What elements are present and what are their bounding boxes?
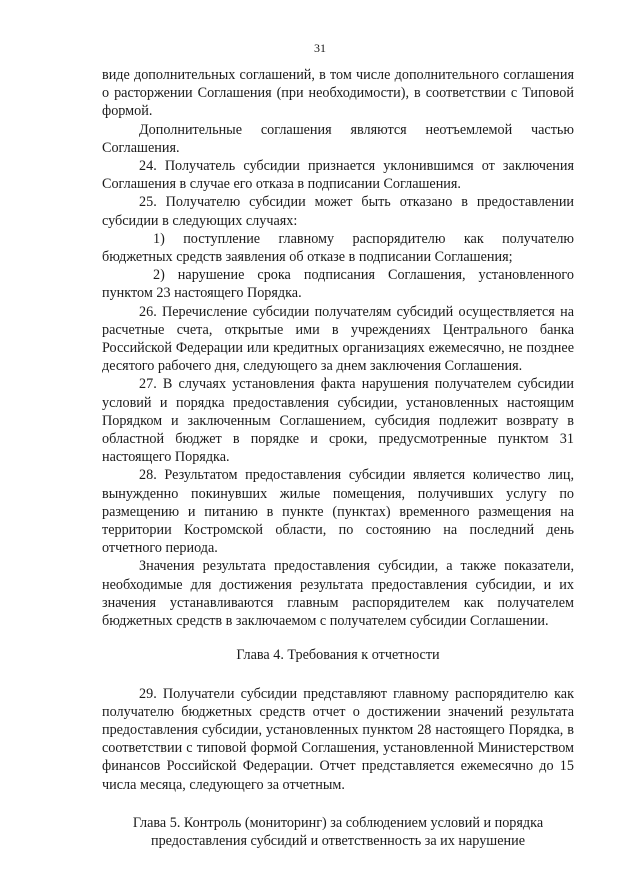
chapter-4-heading: Глава 4. Требования к отчетности xyxy=(236,647,440,664)
paragraph-25-item-2: 2) нарушение срока подписания Соглашения, установленного пунктом 23 настоящего Порядка. xyxy=(102,267,574,302)
paragraph-29: 29. Получатели субсидии представляют главному распорядителю как получателю бюджетных средств отчет о достижении значений результата предоставления субсидии, установленных пунктом 28 настоящего Порядка, в соответствии с типовой формой Соглашения, установленной Министерством финансов Российской Федерации. Отчет представляется ежемесячно до 15 числа месяца, следующего за отчетным. xyxy=(102,685,574,793)
paragraph-24: 24. Получатель субсидии признается уклонившимся от заключения Соглашения в случае его отказа в подписании Соглашения. xyxy=(102,158,574,193)
document-body xyxy=(102,66,574,850)
paragraph-27: 27. В случаях установления факта нарушения получателем субсидии условий и порядка предоставления субсидии, установленных настоящим Порядком и заключенным Соглашением, субсидия подлежит возврату в областной бюджет в порядке и сроки, предусмотренные пунктом 31 настоящего Порядка. xyxy=(102,376,574,466)
chapter-5-heading-line-2: предоставления субсидий и ответственность за их нарушение xyxy=(150,832,525,849)
paragraph-continuation: виде дополнительных соглашений, в том числе дополнительного соглашения о расторжении Соглашения (при необходимости), в соответствии с Типовой формой. xyxy=(102,67,574,120)
paragraph-25: 25. Получателю субсидии может быть отказано в предоставлении субсидии в следующих случаях: xyxy=(102,194,574,229)
paragraph-26: 26. Перечисление субсидии получателям субсидий осуществляется на расчетные счета, открытые ими в учреждениях Центрального банка Российской Федерации или кредитных организациях ежемесячно, не позднее десятого рабочего дня, следующего за днем заключения Соглашения. xyxy=(102,303,574,375)
page-number: 31 xyxy=(314,41,326,55)
paragraph-28: 28. Результатом предоставления субсидии является количество лиц, вынужденно покинувших жилые помещения, получивших услугу по размещению и питанию в пункте (пунктах) временного размещения на территории Костромской области, по состоянию на последний день отчетного периода. xyxy=(102,467,574,557)
paragraph-result-values: Значения результата предоставления субсидии, а также показатели, необходимые для достижения результата предоставления субсидии, и их значения устанавливаются главным распорядителем как получателем бюджетных средств в заключаемом с получателем субсидии Соглашении. xyxy=(102,558,574,630)
chapter-5-heading-line-1: Глава 5. Контроль (мониторинг) за соблюдением условий и порядка xyxy=(132,814,544,831)
paragraph-25-item-1: 1) поступление главному распорядителю как получателю бюджетных средств заявления об отказе в подписании Соглашения; xyxy=(102,230,574,266)
paragraph-additional-agreements: Дополнительные соглашения являются неотъемлемой частью Соглашения. xyxy=(102,121,574,156)
